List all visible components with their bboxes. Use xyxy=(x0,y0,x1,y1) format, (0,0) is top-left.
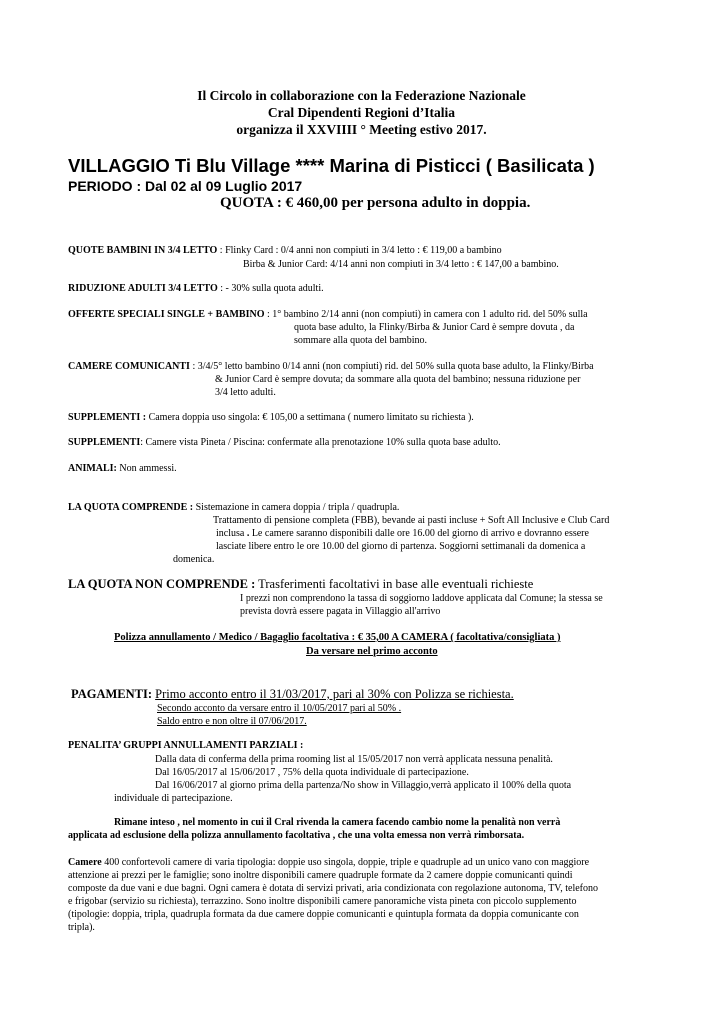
camere-comunicanti-line-3: 3/4 letto adulti. xyxy=(215,387,276,398)
comprende-line-1 xyxy=(68,502,399,513)
riduzione-text: : - 30% sulla quota adulti. xyxy=(217,283,324,294)
camere-line-2: attenzione ai prezzi per le famiglie; sono inoltre disponibili camere quadruple formate da 2 camere doppie comunicanti quindi xyxy=(68,870,573,881)
pagamenti-text-1: Primo acconto entro il 31/03/2017, pari al 30% con Polizza se richiesta. xyxy=(155,687,514,701)
comprende-line-4: lasciate libere entro le ore 10.00 del giorno di partenza. Soggiorni settimanali da domenica a xyxy=(216,541,586,552)
supplementi-label-1: SUPPLEMENTI : xyxy=(68,412,147,423)
comprende-line-2: Trattamento di pensione completa (FBB), bevande ai pasti incluse + Soft All Inclusive e Club Card xyxy=(213,515,610,526)
riduzione-label: RIDUZIONE ADULTI 3/4 LETTO xyxy=(68,283,218,294)
pagamenti-label: PAGAMENTI: xyxy=(71,687,153,701)
comprende-text-3b: . xyxy=(244,528,252,539)
offerte-line-2: quota base adulto, la Flinky/Birba & Junior Card è sempre dovuta , da xyxy=(294,322,575,333)
period-line: PERIODO : Dal 02 al 09 Luglio 2017 xyxy=(68,178,303,194)
comprende-label: LA QUOTA COMPRENDE : xyxy=(68,502,194,513)
rimane-line-2: applicata ad esclusione della polizza annullamento facoltativa , che una volta emessa non verrà rimborsata. xyxy=(68,830,525,841)
rimane-line-1: Rimane inteso , nel momento in cui il Cral rivenda la camera facendo cambio nome la penalità non verrà xyxy=(114,817,561,828)
penalita-line-3: Dal 16/06/2017 al giorno prima della partenza/No show in Villaggio,verrà applicato il 100% della quota xyxy=(155,780,572,791)
non-comprende-line-2: I prezzi non comprendono la tassa di soggiorno laddove applicata dal Comune; la stessa se xyxy=(240,593,603,604)
camere-line-3: composte da due vani e due bagni. Ogni camera è dotata di servizi privati, aria condizionata con regolazione autonoma, TV, telefono xyxy=(68,883,598,894)
animali-label: ANIMALI: xyxy=(68,463,117,474)
penalita-label: PENALITA’ GRUPPI ANNULLAMENTI PARZIALI : xyxy=(68,740,304,751)
non-comprende-line-3: prevista dovrà essere pagata in Villaggio all'arrivo xyxy=(240,606,441,617)
non-comprende-line-1 xyxy=(68,577,533,592)
penalita-line-2: Dal 16/05/2017 al 15/06/2017 , 75% della quota individuale di partecipazione. xyxy=(155,767,469,778)
camere-comunicanti-line-2: & Junior Card è sempre dovuta; da sommare alla quota del bambino; nessuna riduzione per xyxy=(215,374,581,385)
quote-bambini-text-1: : Flinky Card : 0/4 anni non compiuti in 3/4 letto : € 119,00 a bambino xyxy=(217,245,502,256)
camere-line-4: e frigobar (servizio su richiesta), terrazzino. Sono inoltre disponibili camere panoramiche vista pineta con piccolo supplemento xyxy=(68,896,577,907)
camere-text-1: 400 confortevoli camere di varia tipologia: doppie uso singola, doppie, triple e quadruple ad un unico vano con maggiore xyxy=(101,857,590,868)
comprende-text-1: Sistemazione in camera doppia / tripla / quadrupla. xyxy=(193,502,400,513)
polizza-line-1: Polizza annullamento / Medico / Bagaglio facoltativa : € 35,00 A CAMERA ( facoltativa/consigliata ) xyxy=(114,632,561,643)
non-comprende-text-1: Trasferimenti facoltativi in base alle eventuali richieste xyxy=(255,577,534,591)
quota-line: QUOTA : € 460,00 per persona adulto in doppia. xyxy=(220,195,531,211)
quote-bambini-line-2: Birba & Junior Card: 4/14 anni non compiuti in 3/4 letto : € 147,00 a bambino. xyxy=(243,259,559,270)
supplementi-text-1: Camera doppia uso singola: € 105,00 a settimana ( numero limitato su richiesta ). xyxy=(146,412,474,423)
camere-line-1 xyxy=(68,857,589,868)
header-line-3: organizza il XXVIIII ° Meeting estivo 2017. xyxy=(236,122,487,137)
camere-comunicanti-text-1: : 3/4/5° letto bambino 0/14 anni (non compiuti) rid. del 50% sulla quota base adulto, la Flinky/Birba xyxy=(189,361,594,372)
quote-bambini-line-1 xyxy=(68,245,502,256)
animali-text: Non ammessi. xyxy=(116,463,177,474)
camere-comunicanti-line-1 xyxy=(68,361,594,372)
pagamenti-line-1 xyxy=(71,687,514,702)
supplementi-label-2: SUPPLEMENTI xyxy=(68,437,141,448)
offerte-line-3: sommare alla quota del bambino. xyxy=(294,335,428,346)
camere-line-6: tripla). xyxy=(68,922,95,933)
supplementi-text-2: : Camere vista Pineta / Piscina: confermate alla prenotazione 10% sulla quota base adulto. xyxy=(140,437,501,448)
header-line-2: Cral Dipendenti Regioni d’Italia xyxy=(267,105,456,120)
comprende-line-5: domenica. xyxy=(173,554,215,565)
comprende-text-3a: inclusa xyxy=(216,528,245,539)
supplementi-line-2 xyxy=(68,437,501,448)
header-line-1: Il Circolo in collaborazione con la Federazione Nazionale xyxy=(197,88,526,103)
non-comprende-label: LA QUOTA NON COMPRENDE : xyxy=(68,577,256,591)
pagamenti-line-3: Saldo entro e non oltre il 07/06/2017. xyxy=(157,716,307,727)
penalita-line-4: individuale di partecipazione. xyxy=(114,793,233,804)
polizza-line-2: Da versare nel primo acconto xyxy=(306,646,438,657)
offerte-line-1 xyxy=(68,309,588,320)
camere-line-5: (tipologie: doppia, tripla, quadrupla formata da due camere doppie comunicanti e quintupla formata da doppia comunicante con xyxy=(68,909,579,920)
comprende-text-3c: Le camere saranno disponibili dalle ore 16.00 del giorno di arrivo e dovranno essere xyxy=(251,528,589,539)
quote-bambini-label: QUOTE BAMBINI IN 3/4 LETTO xyxy=(68,245,218,256)
supplementi-line-1 xyxy=(68,412,474,423)
penalita-line-1: Dalla data di conferma della prima rooming list al 15/05/2017 non verrà applicata nessuna penalità. xyxy=(155,754,553,765)
offerte-text-1: : 1° bambino 2/14 anni (non compiuti) in camera con 1 adulto rid. del 50% sulla xyxy=(264,309,588,320)
offerte-label: OFFERTE SPECIALI SINGLE + BAMBINO xyxy=(68,309,265,320)
pagamenti-line-2: Secondo acconto da versare entro il 10/05/2017 pari al 50% . xyxy=(157,703,402,714)
riduzione-line xyxy=(68,283,324,294)
comprende-line-3 xyxy=(216,528,589,539)
camere-comunicanti-label: CAMERE COMUNICANTI xyxy=(68,361,190,372)
village-title: VILLAGGIO Ti Blu Village **** Marina di Pisticci ( Basilicata ) xyxy=(68,155,595,176)
animali-line xyxy=(68,463,177,474)
camere-label: Camere xyxy=(68,857,102,868)
